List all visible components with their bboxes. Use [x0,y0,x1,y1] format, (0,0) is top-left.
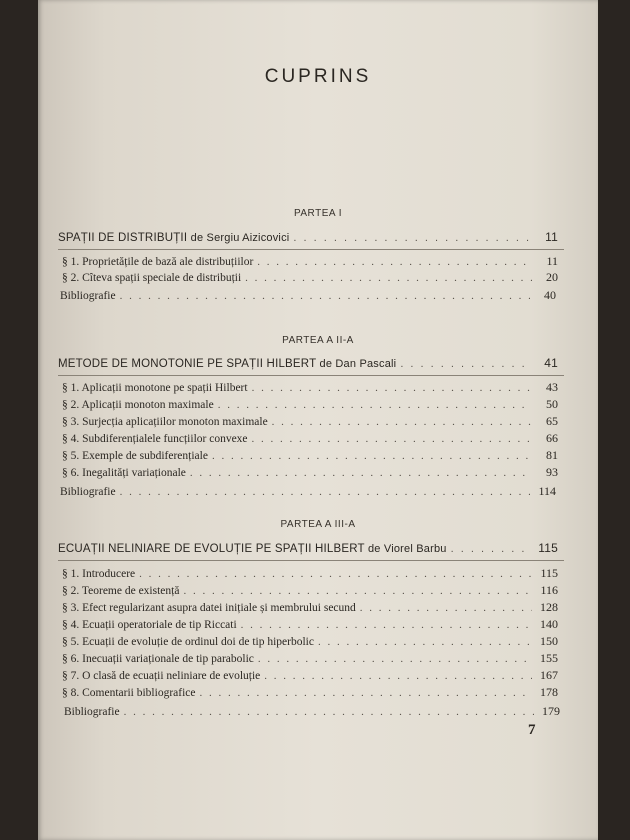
toc-section [58,356,558,372]
page-ref: 11 [545,230,558,244]
section-rule [58,249,564,250]
leader-dots [241,619,532,631]
toc-item-label: Bibliografie [60,290,116,302]
page-ref: 178 [540,685,558,699]
toc-item [58,583,558,599]
toc-item-label: Bibliografie [64,706,120,718]
page-ref: 155 [540,651,558,665]
page-ref: 41 [544,356,558,370]
page-ref: 115 [538,541,558,555]
leader-dots [200,687,533,699]
toc-item-label: § 1. Proprietățile de bază ale distribuțiilor [62,256,254,268]
toc-item [58,617,558,633]
section-title: SPAȚII DE DISTRIBUȚII [58,232,188,244]
section-title: ECUAȚII NELINIARE DE EVOLUȚIE PE SPAȚII HILBERT [58,543,365,555]
toc-bibliography [60,704,560,720]
page-ref: 116 [540,583,558,597]
toc-item-label: § 2. Aplicații monoton maximale [62,399,214,411]
book-page [38,0,598,840]
page-ref: 40 [544,288,556,302]
page-ref: 66 [546,431,558,445]
page-ref: 115 [540,566,558,580]
leader-dots [318,636,532,648]
page-ref: 43 [546,380,558,394]
toc-item-label: § 4. Subdiferențialele funcțiilor convexe [62,433,248,445]
section-rule [58,375,564,376]
page-ref: 150 [540,634,558,648]
page-ref: 140 [540,617,558,631]
toc-item [58,270,558,286]
toc-section [58,230,558,246]
toc-item-label: § 3. Surjecția aplicațiilor monoton maximale [62,416,268,428]
toc-item [58,634,558,650]
toc-item-label: § 5. Ecuații de evoluție de ordinul doi de tip hiperbolic [62,636,314,648]
toc-item [58,685,558,701]
toc-item [58,397,558,413]
toc-item-label: § 1. Aplicații monotone pe spații Hilbert [62,382,248,394]
toc-item [58,651,558,667]
leader-dots [218,399,532,411]
leader-dots [124,706,534,718]
toc-item-label: § 2. Cîteva spații speciale de distribuții [62,272,242,284]
part-heading: PARTEA I [293,208,343,219]
toc-item [58,431,558,447]
part-heading: PARTEA A II-A [282,335,354,346]
toc-item-label: § 5. Exemple de subdiferențiale [62,450,208,462]
toc-item [58,600,558,616]
toc-item-label: § 8. Comentarii bibliografice [62,687,196,699]
leader-dots [272,416,532,428]
leader-dots [257,256,532,268]
page-title: CUPRINS [264,66,372,87]
page-ref: 11 [546,254,558,268]
page-ref: 81 [546,448,558,462]
leader-dots [293,232,532,244]
toc-item [58,465,558,481]
toc-item-label: § 2. Teoreme de existență [62,585,180,597]
toc-item-label: § 7. O clasă de ecuații neliniare de evoluție [62,670,261,682]
page-ref: 179 [542,704,560,718]
page-ref: 50 [546,397,558,411]
toc-item-label: § 1. Introducere [62,568,136,580]
toc-item [58,254,558,270]
toc-item [58,668,558,684]
page-number: 7 [528,722,536,738]
leader-dots [451,543,532,555]
leader-dots [212,450,532,462]
toc-item-label: § 4. Ecuații operatoriale de tip Riccati [62,619,237,631]
page-ref: 167 [540,668,558,682]
toc-item-label: Bibliografie [60,486,116,498]
toc-item-label: § 6. Inegalități variaționale [62,467,186,479]
section-rule [58,560,564,561]
leader-dots [252,433,532,445]
leader-dots [120,486,530,498]
leader-dots [139,568,532,580]
part-heading: PARTEA A III-A [280,519,356,530]
page-ref: 65 [546,414,558,428]
section-author: de Viorel Barbu [367,543,447,555]
section-author: de Dan Pascali [319,358,397,370]
leader-dots [252,382,532,394]
page-ref: 93 [546,465,558,479]
leader-dots [400,358,532,370]
leader-dots [120,290,530,302]
leader-dots [245,272,532,284]
section-author: de Sergiu Aizicovici [190,232,290,244]
leader-dots [190,467,532,479]
toc-item [58,566,558,582]
leader-dots [360,602,532,614]
page-ref: 20 [546,270,558,284]
toc-section [58,541,558,557]
toc-item [58,448,558,464]
leader-dots [258,653,532,665]
toc-item [58,414,558,430]
page-ref: 128 [540,600,558,614]
leader-dots [183,585,532,597]
toc-item [58,380,558,396]
toc-bibliography [56,288,556,304]
toc-item-label: § 6. Inecuații variaționale de tip parabolic [62,653,254,665]
toc-item-label: § 3. Efect regularizant asupra datei inițiale și membrului secund [62,602,356,614]
section-title: METODE DE MONOTONIE PE SPAȚII HILBERT [58,358,317,370]
toc-bibliography [56,484,556,500]
leader-dots [264,670,532,682]
page-ref: 114 [538,484,556,498]
